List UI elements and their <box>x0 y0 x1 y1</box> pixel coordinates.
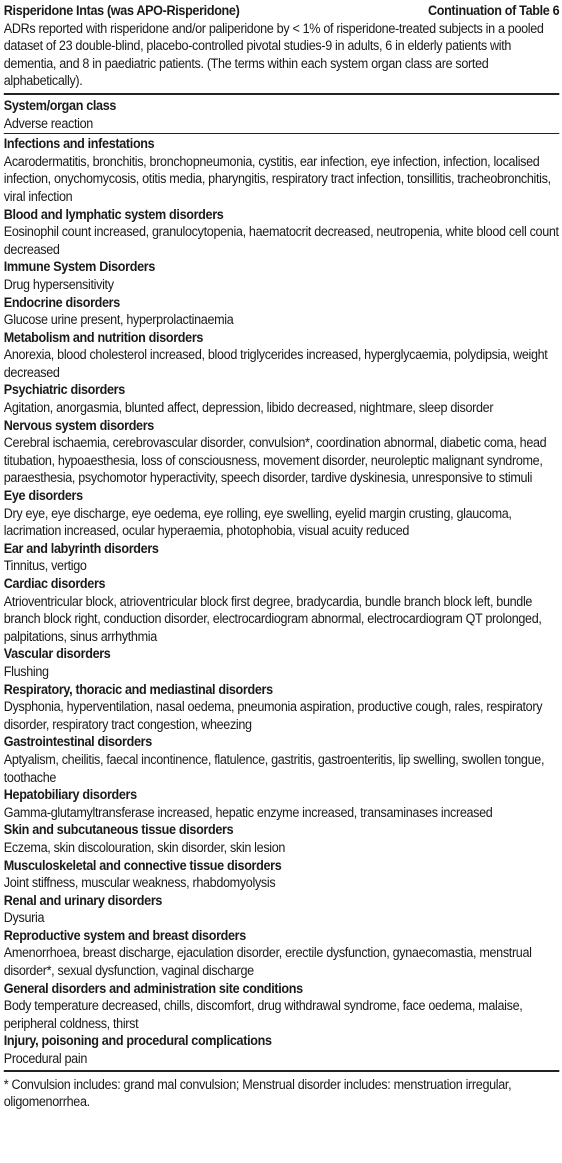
header-rule <box>4 133 560 134</box>
adverse-reaction-list: Flushing <box>3 663 49 679</box>
soc-heading: Respiratory, thoracic and mediastinal disorders <box>3 681 273 697</box>
adverse-reaction-list: Anorexia, blood cholesterol increased, blood triglycerides increased, hyperglycaemia, polydipsia, weight decreased <box>3 347 548 380</box>
adverse-reaction-list: Eosinophil count increased, granulocytopenia, haematocrit decreased, neutropenia, white blood cell count decreased <box>3 224 559 257</box>
adverse-reaction-list: Eczema, skin discolouration, skin disorder, skin lesion <box>3 839 286 855</box>
soc-heading: Musculoskeletal and connective tissue disorders <box>3 857 282 873</box>
footnote: * Convulsion includes: grand mal convulsion; Menstrual disorder includes: menstruation irregular, oligomenorrhea. <box>3 1076 512 1110</box>
soc-section <box>4 857 560 892</box>
soc-section <box>4 733 560 786</box>
soc-heading: Immune System Disorders <box>3 259 155 275</box>
adverse-reaction-list: Dysphonia, hyperventilation, nasal oedema, pneumonia aspiration, productive cough, rales, respiratory disorder, respiratory tract congestion, wheezing <box>3 699 543 732</box>
adverse-reaction-list: Atrioventricular block, atrioventricular block first degree, bradycardia, bundle branch block left, bundle branch block right, conduction disorder, electrocardiogram abnormal, electrocardiogram QT prolonged, palpitations, sinus arrhythmia <box>3 593 542 644</box>
soc-section <box>4 645 560 680</box>
soc-heading: Gastrointestinal disorders <box>3 734 152 750</box>
adverse-reaction-list: Procedural pain <box>3 1051 87 1067</box>
column-header-reaction: Adverse reaction <box>3 115 93 131</box>
soc-heading: Psychiatric disorders <box>3 382 125 398</box>
adverse-reaction-list: Aptyalism, cheilitis, faecal incontinence, flatulence, gastritis, gastroenteritis, lip swelling, swollen tongue, toothache <box>3 751 545 785</box>
soc-section <box>4 575 560 645</box>
document-title: Risperidone Intas (was APO-Risperidone) <box>3 3 240 18</box>
soc-section <box>4 258 560 293</box>
adverse-reaction-list: Joint stiffness, muscular weakness, rhabdomyolysis <box>3 875 276 891</box>
soc-heading: Skin and subcutaneous tissue disorders <box>3 822 234 838</box>
column-header <box>4 97 560 132</box>
soc-heading: Hepatobiliary disorders <box>3 787 137 803</box>
soc-heading: Reproductive system and breast disorders <box>3 927 246 943</box>
soc-heading: Endocrine disorders <box>3 294 120 310</box>
soc-heading: General disorders and administration site conditions <box>3 980 303 996</box>
soc-heading: Injury, poisoning and procedural complications <box>3 1033 272 1049</box>
soc-list <box>4 135 560 1067</box>
adverse-reaction-list: Body temperature decreased, chills, discomfort, drug withdrawal syndrome, face oedema, malaise, peripheral coldness, thirst <box>3 998 523 1031</box>
soc-section <box>4 487 560 540</box>
table-intro: ADRs reported with risperidone and/or paliperidone by < 1% of risperidone-treated subjects in a pooled dataset of 23 double-blind, placebo-controlled pivotal studies-9 in adults, 6 in elderly patients with dementia, and 8 in paediatric patients. (The terms within each system organ class are sorted alphabetically). <box>3 20 544 89</box>
soc-section <box>4 1032 560 1067</box>
soc-section <box>4 892 560 927</box>
soc-heading: Nervous system disorders <box>3 417 154 433</box>
soc-heading: Metabolism and nutrition disorders <box>3 329 204 345</box>
bottom-rule <box>4 1070 560 1072</box>
soc-section <box>4 135 560 205</box>
top-rule <box>4 93 560 95</box>
soc-section <box>4 206 560 259</box>
soc-heading: Ear and labyrinth disorders <box>3 540 159 556</box>
adverse-reaction-list: Drug hypersensitivity <box>3 276 114 292</box>
adverse-reaction-list: Acarodermatitis, bronchitis, bronchopneumonia, cystitis, ear infection, eye infection, infection, localised infection, onychomycosis, otitis media, pharyngitis, respiratory tract infection, tonsillitis, tracheobronchitis, viral infection <box>3 153 551 204</box>
adverse-reaction-list: Gamma-glutamyltransferase increased, hepatic enzyme increased, transaminases increased <box>3 804 493 820</box>
adverse-reaction-list: Glucose urine present, hyperprolactinaemia <box>3 312 234 328</box>
adverse-reaction-list: Cerebral ischaemia, cerebrovascular disorder, convulsion*, coordination abnormal, diabetic coma, head titubation, hypoaesthesia, loss of consciousness, movement disorder, neuroleptic malignant syndrome, paraesthesia, psychomotor hyperactivity, speech disorder, tardive dyskinesia, unresponsive to stimuli <box>3 435 547 486</box>
soc-heading: Eye disorders <box>3 488 83 504</box>
adverse-reaction-list: Tinnitus, vertigo <box>3 558 87 574</box>
soc-section <box>4 294 560 329</box>
soc-section <box>4 927 560 980</box>
adverse-reaction-list: Agitation, anorgasmia, blunted affect, depression, libido decreased, nightmare, sleep disorder <box>3 400 494 416</box>
adverse-reaction-list: Amenorrhoea, breast discharge, ejaculation disorder, erectile dysfunction, gynaecomastia, menstrual disorder*, sexual dysfunction, vaginal discharge <box>3 945 532 979</box>
table-continuation-label: Continuation of Table 6 <box>427 3 560 18</box>
soc-heading: Vascular disorders <box>3 646 111 662</box>
soc-section <box>4 381 560 416</box>
soc-section <box>4 681 560 734</box>
adverse-reaction-list: Dysuria <box>3 910 45 926</box>
soc-heading: Renal and urinary disorders <box>3 892 163 908</box>
adverse-reaction-list: Dry eye, eye discharge, eye oedema, eye rolling, eye swelling, eyelid margin crusting, glaucoma, lacrimation increased, ocular hyperaemia, photophobia, visual acuity reduced <box>3 505 512 539</box>
soc-heading: Blood and lymphatic system disorders <box>3 206 224 222</box>
soc-section <box>4 821 560 856</box>
soc-section <box>4 417 560 487</box>
soc-section <box>4 329 560 382</box>
column-header-soc: System/organ class <box>3 97 117 113</box>
soc-heading: Infections and infestations <box>3 136 155 152</box>
soc-section <box>4 786 560 821</box>
soc-section <box>4 980 560 1033</box>
soc-section <box>4 540 560 575</box>
soc-heading: Cardiac disorders <box>3 576 106 591</box>
document-header <box>4 2 560 20</box>
